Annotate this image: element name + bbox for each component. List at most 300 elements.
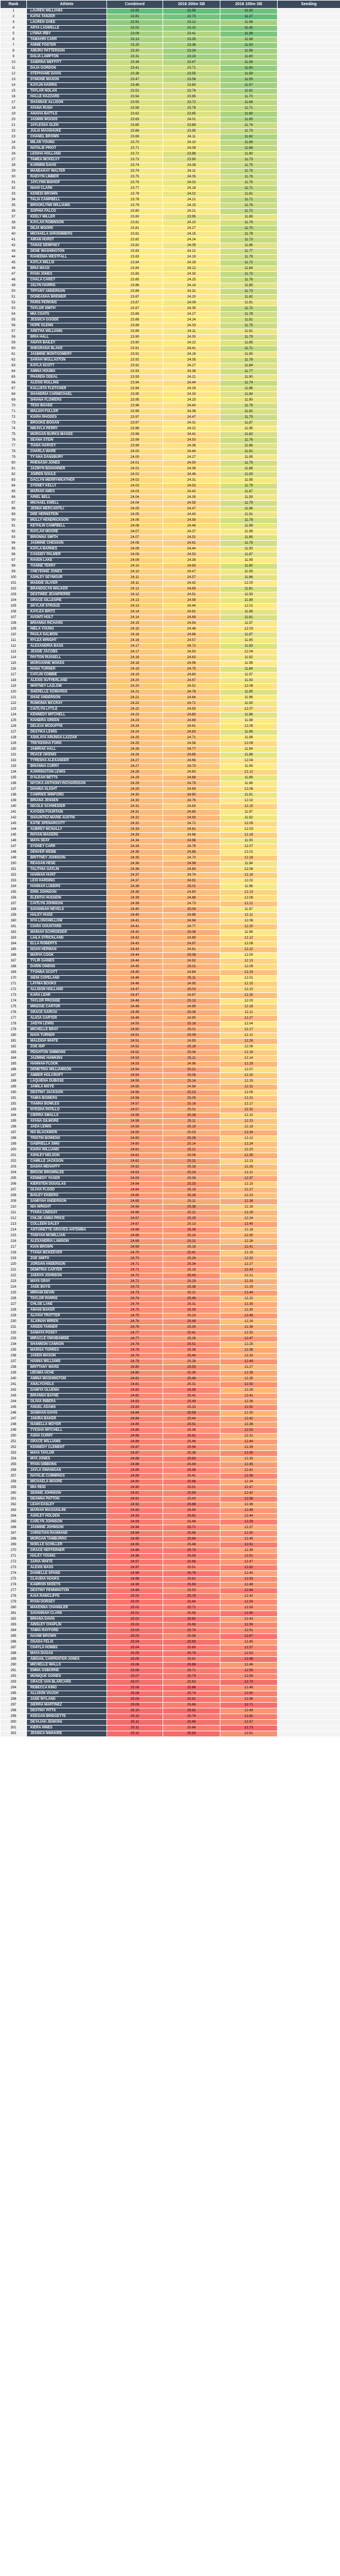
athlete-name-cell: SARAH WOLLASTON: [27, 358, 107, 363]
seeding-cell: [278, 610, 340, 615]
athlete-name-cell: JAMILA MOYE: [27, 1085, 107, 1090]
combined-cell: 23.85: [107, 272, 163, 278]
seeding-cell: [278, 959, 340, 964]
pb-200m-cell: 25.33: [163, 1405, 220, 1411]
table-row: [1, 901, 340, 907]
pb-200m-cell: 23.55: [163, 72, 220, 77]
seeding-cell: [278, 1468, 340, 1474]
rank-cell: 263: [1, 1508, 27, 1514]
combined-cell: 24.08: [107, 541, 163, 547]
seeding-cell: [278, 1657, 340, 1663]
rank-cell: 252: [1, 1445, 27, 1451]
rank-cell: 254: [1, 1457, 27, 1462]
combined-cell: 23.63: [107, 117, 163, 123]
rank-cell: 19: [1, 112, 27, 117]
pb-200m-cell: 24.95: [163, 982, 220, 987]
rank-cell: 53: [1, 306, 27, 312]
seeding-cell: [278, 1685, 340, 1691]
rank-cell: 106: [1, 610, 27, 615]
combined-cell: 23.31: [107, 54, 163, 60]
sb-100m-cell: 11.73: [220, 157, 278, 163]
table-row: [1, 678, 340, 684]
athlete-name-cell: TAMEA MCKELVY: [27, 157, 107, 163]
athlete-name-cell: CARLYN JOHNSON: [27, 1520, 107, 1525]
combined-cell: 24.68: [107, 1228, 163, 1233]
athlete-name-cell: DAJA GORDON: [27, 66, 107, 72]
combined-cell: 24.32: [107, 816, 163, 821]
athlete-name-cell: DENE WASHINGTON: [27, 249, 107, 255]
combined-cell: 25.08: [107, 1691, 163, 1697]
sb-100m-cell: 12.58: [220, 1497, 278, 1502]
sb-100m-cell: 12.37: [220, 1176, 278, 1182]
table-row: [1, 1222, 340, 1228]
seeding-cell: [278, 713, 340, 718]
athlete-name-cell: SHAUNTEZ-MARIE AUSTIN: [27, 816, 107, 821]
rank-cell: 192: [1, 1102, 27, 1107]
table-row: [1, 621, 340, 627]
athlete-name-cell: DESTIKA LEWIS: [27, 730, 107, 735]
combined-cell: 24.25: [107, 741, 163, 747]
combined-cell: 23.90: [107, 341, 163, 346]
seeding-cell: [278, 512, 340, 518]
athlete-name-cell: SAMIYAH ANDERSON: [27, 1199, 107, 1205]
rank-cell: 240: [1, 1376, 27, 1382]
rank-cell: 234: [1, 1342, 27, 1348]
athlete-name-cell: AYANA RUSH: [27, 106, 107, 112]
athlete-name-cell: NANA TURNER: [27, 667, 107, 672]
sb-100m-cell: 12.32: [220, 1331, 278, 1336]
sb-100m-cell: 12.62: [220, 1714, 278, 1720]
rank-cell: 149: [1, 856, 27, 861]
seeding-cell: [278, 827, 340, 833]
table-row: [1, 1153, 340, 1159]
pb-200m-cell: 24.21: [163, 209, 220, 215]
sb-100m-cell: 11.68: [220, 146, 278, 152]
pb-200m-cell: 24.81: [163, 947, 220, 953]
combined-cell: 24.65: [107, 1199, 163, 1205]
rank-cell: 191: [1, 1096, 27, 1102]
table-row: [1, 1462, 340, 1468]
athlete-name-cell: DEMITRIA CARTER: [27, 1268, 107, 1273]
rank-cell: 185: [1, 1062, 27, 1067]
sb-100m-cell: 11.86: [220, 575, 278, 581]
seeding-cell: [278, 976, 340, 982]
athlete-name-cell: ARETHA WILLIAMS: [27, 329, 107, 335]
table-row: [1, 409, 340, 415]
rank-cell: 82: [1, 472, 27, 478]
combined-cell: 23.48: [107, 83, 163, 89]
combined-cell: 24.94: [107, 1525, 163, 1531]
seeding-cell: [278, 72, 340, 77]
rank-cell: 136: [1, 781, 27, 787]
combined-cell: 23.72: [107, 152, 163, 157]
rank-cell: 93: [1, 535, 27, 541]
combined-cell: 22.55: [107, 9, 163, 14]
sb-100m-cell: 11.69: [220, 140, 278, 146]
sb-100m-cell: 12.68: [220, 1657, 278, 1663]
athlete-name-cell: KAYDEN FOUNTAIN: [27, 810, 107, 816]
rank-cell: 98: [1, 564, 27, 569]
sb-100m-cell: 11.50: [220, 43, 278, 49]
combined-cell: 24.27: [107, 758, 163, 764]
pb-200m-cell: 24.79: [163, 781, 220, 787]
table-row: [1, 1004, 340, 1010]
sb-100m-cell: 12.26: [220, 1165, 278, 1170]
rank-cell: 71: [1, 409, 27, 415]
seeding-cell: [278, 901, 340, 907]
pb-200m-cell: 24.77: [163, 747, 220, 753]
athlete-name-cell: CIARA GOUSTARD: [27, 924, 107, 930]
athlete-name-cell: ARDEN TANNER: [27, 1325, 107, 1331]
combined-cell: 24.87: [107, 1451, 163, 1457]
seeding-cell: [278, 255, 340, 260]
rank-cell: 126: [1, 724, 27, 730]
athlete-name-cell: TAMIA RAYFORD: [27, 1628, 107, 1634]
rank-cell: 40: [1, 232, 27, 238]
rank-cell: 198: [1, 1136, 27, 1142]
table-row: [1, 775, 340, 781]
pb-200m-cell: 25.49: [163, 1399, 220, 1405]
combined-cell: 24.73: [107, 1291, 163, 1296]
combined-cell: 24.93: [107, 1514, 163, 1520]
athlete-name-cell: ASHLEY SEYMOUR: [27, 575, 107, 581]
pb-200m-cell: 24.87: [163, 993, 220, 999]
combined-cell: 24.38: [107, 884, 163, 890]
rank-cell: 69: [1, 398, 27, 403]
rank-cell: 155: [1, 890, 27, 896]
athlete-name-cell: ELLA ROBERTS: [27, 941, 107, 947]
combined-cell: 23.88: [107, 318, 163, 323]
rank-cell: 123: [1, 707, 27, 713]
sb-100m-cell: 11.93: [220, 838, 278, 844]
pb-200m-cell: 24.35: [163, 306, 220, 312]
seeding-cell: [278, 1256, 340, 1262]
table-row: [1, 1691, 340, 1697]
combined-cell: 23.95: [107, 392, 163, 398]
athlete-column-header[interactable]: Athlete: [27, 1, 107, 9]
sb-100m-cell: 12.06: [220, 919, 278, 924]
sb-100m-cell: 11.88: [220, 753, 278, 758]
seeding-cell: [278, 1359, 340, 1365]
seeding-cell: [278, 1428, 340, 1434]
sb-100m-cell: 12.13: [220, 1159, 278, 1165]
table-row: [1, 770, 340, 775]
pb-200m-cell: 24.53: [163, 552, 220, 558]
table-row: [1, 238, 340, 243]
pb-200m-cell: 24.52: [163, 684, 220, 690]
athlete-name-cell: GABRIELLA SIMS: [27, 1142, 107, 1147]
rank-cell: 285: [1, 1634, 27, 1640]
seeding-cell: [278, 655, 340, 661]
sb-100m-cell: 12.24: [220, 1216, 278, 1222]
sb-100m-cell: 12.27: [220, 1365, 278, 1371]
athlete-name-cell: KENNEDY MITCHELL: [27, 713, 107, 718]
seeding-cell: [278, 1502, 340, 1508]
combined-cell: 23.97: [107, 415, 163, 421]
seeding-cell: [278, 1016, 340, 1022]
table-row: [1, 209, 340, 215]
combined-cell: 23.99: [107, 438, 163, 444]
combined-cell: 24.57: [107, 1102, 163, 1107]
pb-200m-cell: 23.23: [163, 54, 220, 60]
table-row: [1, 495, 340, 501]
table-row: [1, 547, 340, 552]
athlete-name-cell: JASMIN WOODS: [27, 117, 107, 123]
rank-cell: 21: [1, 123, 27, 129]
seeding-cell: [278, 1022, 340, 1027]
athlete-name-cell: MAYA DUGAS: [27, 1651, 107, 1657]
combined-cell: 24.31: [107, 810, 163, 816]
sb-100m-cell: 11.75: [220, 163, 278, 169]
sb-100m-cell: 12.10: [220, 987, 278, 993]
sb-100m-cell: 11.71: [220, 186, 278, 192]
pb-200m-cell: 24.36: [163, 444, 220, 449]
combined-cell: 25.07: [107, 1680, 163, 1685]
seeding-cell: [278, 1182, 340, 1188]
seeding-cell: [278, 1634, 340, 1640]
seeding-cell: [278, 758, 340, 764]
combined-cell: 23.73: [107, 157, 163, 163]
athlete-name-cell: CAMILLE JACKSON: [27, 1159, 107, 1165]
table-row: [1, 610, 340, 615]
combined-cell: 25.07: [107, 1674, 163, 1680]
pb-200m-cell: 24.73: [163, 901, 220, 907]
combined-cell: 24.69: [107, 1239, 163, 1245]
combined-cell: 25.04: [107, 1645, 163, 1651]
rank-cell: 119: [1, 684, 27, 690]
sb-100m-cell: 11.99: [220, 661, 278, 667]
athlete-name-cell: CHLOE-ANNA PRICE: [27, 1216, 107, 1222]
combined-cell: 24.80: [107, 1371, 163, 1376]
combined-cell: 24.52: [107, 1044, 163, 1050]
rank-cell: 241: [1, 1382, 27, 1388]
sb-100m-cell: 11.58: [220, 20, 278, 26]
table-row: [1, 592, 340, 598]
combined-cell: 24.03: [107, 489, 163, 495]
table-row: [1, 644, 340, 650]
seeding-cell: [278, 879, 340, 884]
sb-column-header[interactable]: 2016 100m SB: [220, 1, 278, 9]
rank-cell: 194: [1, 1113, 27, 1119]
seeding-cell: [278, 741, 340, 747]
seeding-column-header[interactable]: Seeding: [278, 1, 340, 9]
table-row: [1, 501, 340, 507]
pb-200m-cell: 25.48: [163, 1542, 220, 1548]
table-row: [1, 930, 340, 936]
athlete-name-cell: DESTINY JACKSON: [27, 1090, 107, 1096]
pb-200m-cell: 25.69: [163, 1645, 220, 1651]
rank-cell: 199: [1, 1142, 27, 1147]
athlete-name-cell: KIARA WILLIAMS: [27, 1147, 107, 1153]
pb-200m-cell: 24.55: [163, 501, 220, 507]
table-row: [1, 312, 340, 318]
pb-200m-cell: 24.63: [163, 804, 220, 810]
sb-100m-cell: 11.58: [220, 60, 278, 66]
pb-200m-cell: 25.39: [163, 1371, 220, 1376]
rank-cell: 262: [1, 1502, 27, 1508]
seeding-cell: [278, 89, 340, 94]
pb-200m-cell: 24.86: [163, 913, 220, 919]
sb-100m-cell: 12.18: [220, 1125, 278, 1130]
rank-cell: 278: [1, 1594, 27, 1600]
seeding-cell: [278, 941, 340, 947]
athlete-name-cell: DEMETRIA WILLIAMSON: [27, 1067, 107, 1073]
athlete-name-cell: JAYLYNN BISHOP: [27, 180, 107, 186]
pb-200m-cell: 24.33: [163, 392, 220, 398]
rank-cell: 87: [1, 501, 27, 507]
sb-100m-cell: 11.62: [220, 134, 278, 140]
sb-100m-cell: 12.15: [220, 1182, 278, 1188]
athlete-name-cell: TAYLOR PARRIS: [27, 1296, 107, 1302]
seeding-cell: [278, 1245, 340, 1251]
athlete-name-cell: CAYLIN COBBIE: [27, 672, 107, 678]
pb-200m-cell: 25.61: [163, 1657, 220, 1663]
combined-cell: 23.94: [107, 381, 163, 386]
seeding-cell: [278, 1445, 340, 1451]
combined-cell: 24.39: [107, 896, 163, 901]
seeding-cell: [278, 278, 340, 283]
sb-100m-cell: 11.74: [220, 123, 278, 129]
sb-100m-cell: 12.40: [220, 1222, 278, 1228]
rank-cell: 301: [1, 1726, 27, 1731]
seeding-cell: [278, 770, 340, 775]
pb-200m-cell: 24.31: [163, 421, 220, 426]
rank-cell: 44: [1, 255, 27, 260]
seeding-cell: [278, 1354, 340, 1359]
rank-cell: 251: [1, 1439, 27, 1445]
pb-200m-cell: 24.99: [163, 1004, 220, 1010]
seeding-cell: [278, 346, 340, 352]
pb-200m-cell: 24.42: [163, 489, 220, 495]
combined-cell: 24.11: [107, 575, 163, 581]
seeding-cell: [278, 1388, 340, 1394]
combined-cell: 24.85: [107, 1422, 163, 1428]
seeding-cell: [278, 1056, 340, 1062]
seeding-cell: [278, 650, 340, 655]
combined-cell: 24.67: [107, 1216, 163, 1222]
seeding-cell: [278, 999, 340, 1004]
combined-cell: 24.88: [107, 1462, 163, 1468]
combined-cell: 24.63: [107, 1176, 163, 1182]
table-row: [1, 31, 340, 37]
table-row: [1, 838, 340, 844]
pb-200m-cell: 24.85: [163, 753, 220, 758]
pb-200m-cell: 24.44: [163, 547, 220, 552]
pb-200m-cell: 25.18: [163, 1268, 220, 1273]
athlete-name-cell: DALIA LAMPTON: [27, 54, 107, 60]
rank-cell: 131: [1, 753, 27, 758]
table-row: [1, 924, 340, 930]
pb-200m-cell: 25.44: [163, 1416, 220, 1422]
table-row: [1, 1291, 340, 1296]
pb-column-header[interactable]: 2016 200m SB: [163, 1, 220, 9]
table-row: [1, 1308, 340, 1313]
table-row: [1, 346, 340, 352]
combined-cell: 24.90: [107, 1485, 163, 1491]
athlete-name-cell: ROMONIA MCCRAY: [27, 701, 107, 707]
seeding-cell: [278, 375, 340, 381]
rank-cell: 220: [1, 1262, 27, 1268]
combined-cell: 24.00: [107, 449, 163, 455]
sb-100m-cell: 12.20: [220, 1073, 278, 1079]
athlete-name-cell: TIANNE TERRY: [27, 564, 107, 569]
seeding-cell: [278, 982, 340, 987]
table-row: [1, 964, 340, 970]
combined-cell: 24.13: [107, 604, 163, 610]
table-row: [1, 1645, 340, 1651]
table-row: [1, 833, 340, 838]
combined-column-header[interactable]: Combined: [107, 1, 163, 9]
pb-200m-cell: 25.61: [163, 1514, 220, 1520]
athlete-name-cell: KAYLAH ROBINSON: [27, 220, 107, 226]
rank-cell: 72: [1, 415, 27, 421]
athlete-name-cell: BRIA MACK: [27, 266, 107, 272]
athlete-name-cell: KIARA RHODES: [27, 415, 107, 421]
table-row: [1, 632, 340, 638]
seeding-cell: [278, 724, 340, 730]
pb-200m-cell: 24.27: [163, 226, 220, 232]
sb-100m-cell: 11.72: [220, 209, 278, 215]
sb-100m-cell: 12.03: [220, 999, 278, 1004]
table-row: [1, 787, 340, 793]
seeding-cell: [278, 930, 340, 936]
seeding-cell: [278, 363, 340, 369]
athlete-name-cell: DEYAJAH JENKINS: [27, 1720, 107, 1726]
combined-cell: 24.68: [107, 1233, 163, 1239]
athlete-name-cell: ASHLEY HOLDEN: [27, 1514, 107, 1520]
combined-cell: 23.92: [107, 358, 163, 363]
rank-cell: 105: [1, 604, 27, 610]
rank-cell: 178: [1, 1022, 27, 1027]
seeding-cell: [278, 1537, 340, 1542]
seeding-cell: [278, 426, 340, 432]
combined-cell: 24.54: [107, 1067, 163, 1073]
combined-cell: 23.98: [107, 432, 163, 438]
pb-200m-cell: 24.66: [163, 833, 220, 838]
table-row: [1, 260, 340, 266]
combined-cell: 24.51: [107, 1039, 163, 1044]
rank-cell: 288: [1, 1651, 27, 1657]
pb-200m-cell: 24.28: [163, 260, 220, 266]
sb-100m-cell: 12.48: [220, 1685, 278, 1691]
seeding-cell: [278, 180, 340, 186]
athlete-name-cell: TAMAHRI CARR: [27, 37, 107, 43]
seeding-cell: [278, 1085, 340, 1090]
table-row: [1, 1565, 340, 1571]
rank-cell: 287: [1, 1645, 27, 1651]
athlete-name-cell: KAYLA SCOTT: [27, 363, 107, 369]
rank-cell: 182: [1, 1044, 27, 1050]
seeding-cell: [278, 49, 340, 54]
sb-100m-cell: 11.89: [220, 215, 278, 220]
table-row: [1, 1600, 340, 1605]
pb-200m-cell: 24.40: [163, 403, 220, 409]
combined-cell: 23.91: [107, 346, 163, 352]
athlete-name-cell: BRIONNA SMITH: [27, 535, 107, 541]
rank-column-header[interactable]: Rank: [1, 1, 27, 9]
rank-cell: 214: [1, 1228, 27, 1233]
seeding-cell: [278, 604, 340, 610]
sb-100m-cell: 12.21: [220, 901, 278, 907]
sb-100m-cell: 12.12: [220, 770, 278, 775]
table-row: [1, 1531, 340, 1537]
combined-cell: 24.12: [107, 592, 163, 598]
athlete-name-cell: AMANI BAKER: [27, 1308, 107, 1313]
pb-200m-cell: 24.70: [163, 856, 220, 861]
pb-200m-cell: 24.27: [163, 455, 220, 461]
seeding-cell: [278, 381, 340, 386]
seeding-cell: [278, 1674, 340, 1680]
